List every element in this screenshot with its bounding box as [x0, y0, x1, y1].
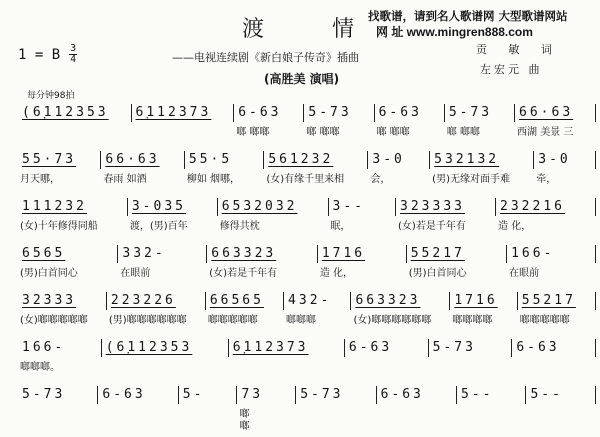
measure-notes: 6-63	[234, 104, 304, 122]
measure-notes: 3-035	[128, 198, 218, 216]
measure-notes: 663323	[207, 245, 318, 263]
measure	[18, 339, 102, 386]
measure	[118, 245, 207, 292]
measure-lyric: 啷啷啷。	[20, 362, 60, 373]
measure-notes: 6565	[18, 245, 118, 263]
measure	[429, 339, 513, 386]
measure-lyric: (女)啷啷啷啷啷啷	[353, 315, 432, 326]
measure	[18, 151, 101, 198]
measure	[445, 104, 515, 151]
measure	[179, 386, 238, 433]
time-signature-bottom: 4	[70, 54, 77, 65]
key-signature	[18, 44, 77, 65]
site-banner-url: 网 址 www.mingren888.com	[376, 25, 533, 39]
measure-notes: 5-73	[445, 104, 515, 122]
measure-notes: 55·73	[18, 151, 101, 169]
score-line	[18, 245, 596, 292]
score-line	[18, 198, 596, 245]
measure-notes: 1716	[450, 292, 517, 310]
measure-notes: 6532032	[218, 198, 329, 216]
measure-notes: (6̣112353	[102, 339, 229, 357]
measure-notes: 66·63	[101, 151, 184, 169]
measure-lyric: 啷啷啷啷啷	[207, 315, 258, 326]
time-signature-top: 3	[70, 43, 77, 54]
measure	[234, 104, 304, 151]
measure-notes: 5--	[526, 386, 596, 404]
measure-notes: 6-63	[98, 386, 178, 404]
measure-lyric: 在眼前	[509, 268, 540, 279]
measure-lyric	[229, 357, 345, 362]
measure-notes: 3-0	[368, 151, 430, 169]
measure	[18, 104, 132, 151]
measure-lyric: 造 化，	[319, 268, 354, 279]
measure-notes: 66·63	[515, 104, 596, 122]
measure	[345, 339, 429, 386]
measure-lyric: (男)无缘对面手难	[432, 174, 510, 185]
measure-lyric	[132, 122, 235, 127]
measure-lyric	[512, 357, 596, 362]
measure-lyric: 啷 啷啷	[236, 127, 270, 138]
measure-notes: (6̣112353	[18, 104, 132, 122]
measure	[185, 151, 264, 198]
measure	[430, 151, 534, 198]
composer-credit: 左宏元 曲	[480, 63, 543, 76]
measure-notes: 561232	[264, 151, 368, 169]
measure-notes: 166-	[18, 339, 102, 357]
measure	[102, 339, 229, 386]
measure-notes: 5--	[457, 386, 527, 404]
singer-credit: (高胜美 演唱)	[264, 72, 340, 86]
measure-lyric: 西湖 美景 三	[517, 127, 574, 138]
score-line	[18, 339, 596, 386]
measure-lyric: (男)白首同心	[408, 268, 467, 279]
key-label: 1 = B	[18, 46, 61, 63]
measure-notes: 55217	[407, 245, 507, 263]
measure	[107, 292, 206, 339]
measure	[207, 245, 318, 292]
measure-lyric: 啷 啷啷	[376, 127, 410, 138]
measure	[18, 245, 118, 292]
tempo-marking: 每分钟98拍	[27, 91, 75, 101]
measure-notes: 5-73	[18, 386, 98, 404]
measure	[450, 292, 517, 339]
measure-lyric	[98, 404, 178, 409]
measure	[98, 386, 178, 433]
measure-lyric: 修得共枕	[219, 221, 260, 232]
measure-notes: 166-	[507, 245, 596, 263]
score	[18, 104, 596, 433]
measure	[377, 386, 457, 433]
measure	[396, 198, 496, 245]
measure-lyric	[429, 357, 513, 362]
measure-notes: 232216	[496, 198, 596, 216]
measure-notes: 6-63	[375, 104, 445, 122]
measure-notes: 1716	[318, 245, 407, 263]
measure-notes: 532132	[430, 151, 534, 169]
measure-lyric: (男)白首同心	[20, 268, 78, 279]
measure-notes: 6-63	[512, 339, 596, 357]
measure-notes: 55·5	[185, 151, 264, 169]
measure-lyric: 啷啷啷啷啷	[519, 315, 570, 326]
measure-notes: 432-	[284, 292, 351, 310]
measure-notes: 3-0	[534, 151, 596, 169]
measure-lyric: (女)有缘千里来相	[266, 174, 345, 185]
measure-notes: 66565	[206, 292, 284, 310]
measure-lyric: 啷 啷啷	[306, 127, 340, 138]
site-banner-line1: 找歌谱，请到名人歌谱网 大型歌谱网站	[368, 9, 568, 23]
measure	[18, 386, 98, 433]
song-title: 渡情	[242, 17, 423, 42]
measure-lyric: 春雨 如酒	[103, 174, 147, 185]
measure-lyric: 柳如 烟哪，	[186, 174, 241, 185]
measure	[526, 386, 596, 433]
measure-notes: 6-63	[377, 386, 457, 404]
measure-lyric: (女)十年修得同船	[20, 221, 98, 232]
measure-lyric	[179, 404, 238, 409]
measure-lyric: 啷 啷啷	[446, 127, 480, 138]
measure-notes: 332-	[118, 245, 207, 263]
measure-lyric: 牵，	[536, 174, 557, 185]
measure	[218, 198, 329, 245]
measure-lyric: 眠，	[330, 221, 351, 232]
measure-notes: 663323	[351, 292, 450, 310]
measure	[296, 386, 376, 433]
score-line	[18, 104, 596, 151]
measure-notes: 32333	[18, 292, 107, 310]
measure	[132, 104, 235, 151]
subtitle: ——电视连续剧《新白娘子传奇》插曲	[172, 51, 359, 64]
measure-lyric: 在眼前	[120, 268, 151, 279]
measure-lyric: (女)啷啷啷啷啷	[20, 315, 88, 326]
measure	[318, 245, 407, 292]
measure	[229, 339, 345, 386]
measure-notes: 5-73	[304, 104, 374, 122]
measure-notes: 5-73	[429, 339, 513, 357]
measure-lyric: 会，	[370, 174, 391, 185]
measure-notes: 5-73	[296, 386, 376, 404]
measure-lyric	[18, 122, 132, 127]
measure	[368, 151, 430, 198]
measure	[496, 198, 596, 245]
measure	[518, 292, 596, 339]
measure-notes: 55217	[518, 292, 596, 310]
measure-lyric: 渡，(男)百年	[129, 221, 188, 232]
measure-lyric: 啷啷啷	[286, 315, 317, 326]
measure-notes: 3--	[329, 198, 397, 216]
measure	[304, 104, 374, 151]
measure-lyric: 啷啷啷啷	[452, 315, 493, 326]
measure-notes: 6-63	[345, 339, 429, 357]
measure-notes: 111232	[18, 198, 128, 216]
measure-notes: 6̣112373	[132, 104, 235, 122]
measure-lyric	[18, 404, 98, 409]
score-line	[18, 292, 596, 339]
measure-notes: 5-	[179, 386, 238, 404]
measure	[407, 245, 507, 292]
measure	[512, 339, 596, 386]
measure-lyric: (女)若是千年有	[209, 268, 278, 279]
measure-lyric: 造 化，	[498, 221, 532, 232]
measure	[18, 292, 107, 339]
measure-lyric: (男)啷啷啷啷啷啷	[108, 315, 187, 326]
measure	[237, 386, 296, 433]
measure	[206, 292, 284, 339]
measure-notes: 223226	[107, 292, 206, 310]
measure-notes: 73	[237, 386, 296, 404]
measure	[101, 151, 184, 198]
score-line	[18, 386, 596, 433]
measure	[507, 245, 596, 292]
measure-lyric	[526, 404, 596, 409]
measure	[264, 151, 368, 198]
measure-notes: 6̣112373	[229, 339, 345, 357]
measure	[375, 104, 445, 151]
measure	[18, 198, 128, 245]
measure	[515, 104, 596, 151]
measure-lyric	[345, 357, 429, 362]
measure	[534, 151, 596, 198]
measure-lyric: 啷 啷	[239, 409, 250, 432]
measure	[351, 292, 450, 339]
measure	[284, 292, 351, 339]
measure-lyric	[457, 404, 527, 409]
measure-lyric	[296, 404, 376, 409]
lyricist-credit: 贡 敏 词	[476, 43, 561, 56]
measure-lyric: 月天哪，	[20, 174, 60, 185]
measure-notes: 323333	[396, 198, 496, 216]
measure	[329, 198, 397, 245]
measure	[128, 198, 218, 245]
score-line	[18, 151, 596, 198]
time-signature	[69, 44, 77, 65]
measure-lyric: (女)若是千年有	[398, 221, 466, 232]
measure-lyric	[102, 357, 229, 362]
measure	[457, 386, 527, 433]
measure-lyric	[377, 404, 457, 409]
